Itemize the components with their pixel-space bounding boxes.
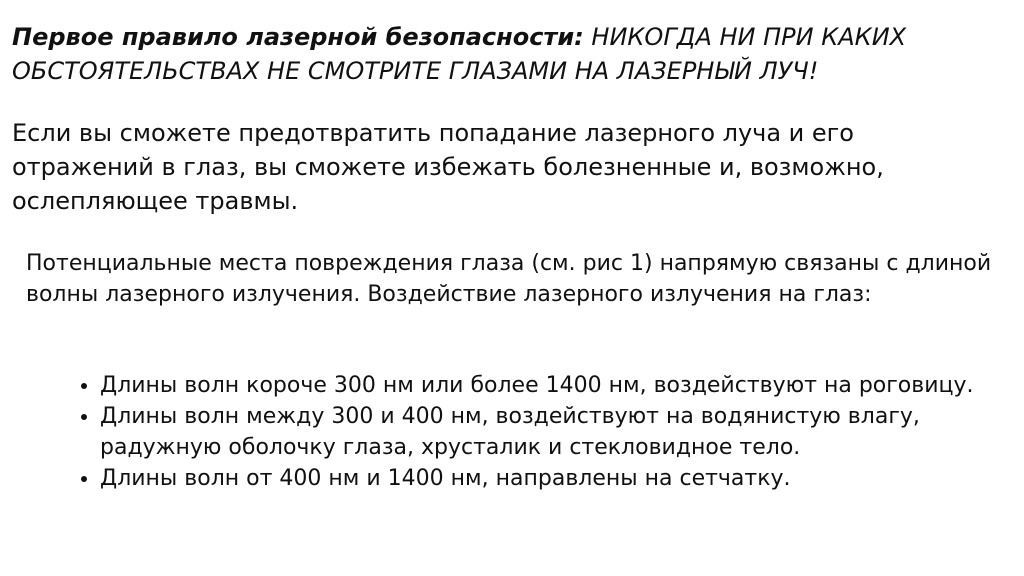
list-item-under-300-over-1400: • Длины волн короче 300 нм или более 1400 нм, воздействуют на роговицу. (100, 370, 1000, 401)
first-laser-safety-rule (12, 20, 1012, 88)
wavelength-effects-list (70, 370, 1000, 494)
intro-paragraph: Если вы сможете предотвратить попадание лазерного луча и его отражений в глаз, вы сможете избежать болезненные и, возможно, ослепляющее травмы. (12, 119, 884, 215)
list-item-400-1400: • Длины волн от 400 нм и 1400 нм, направлены на сетчатку. (100, 463, 1000, 494)
eye-damage-paragraph: Потенциальные места повреждения глаза (см. рис 1) напрямую связаны с длиной волны лазерного излучения. Воздействие лазерного излучения на глаз: (26, 251, 992, 307)
rule-label: Первое правило лазерной безопасности: (12, 23, 584, 51)
list-item-300-400: • Длины волн между 300 и 400 нм, воздействуют на водянистую влагу, радужную оболочку глаза, хрусталик и стекловидное тело. (100, 401, 1000, 463)
rule-warning-text: НИКОГДА НИ ПРИ КАКИХ ОБСТОЯТЕЛЬСТВАХ НЕ СМОТРИТЕ ГЛАЗАМИ НА ЛАЗЕРНЫЙ ЛУЧ! (12, 23, 907, 85)
